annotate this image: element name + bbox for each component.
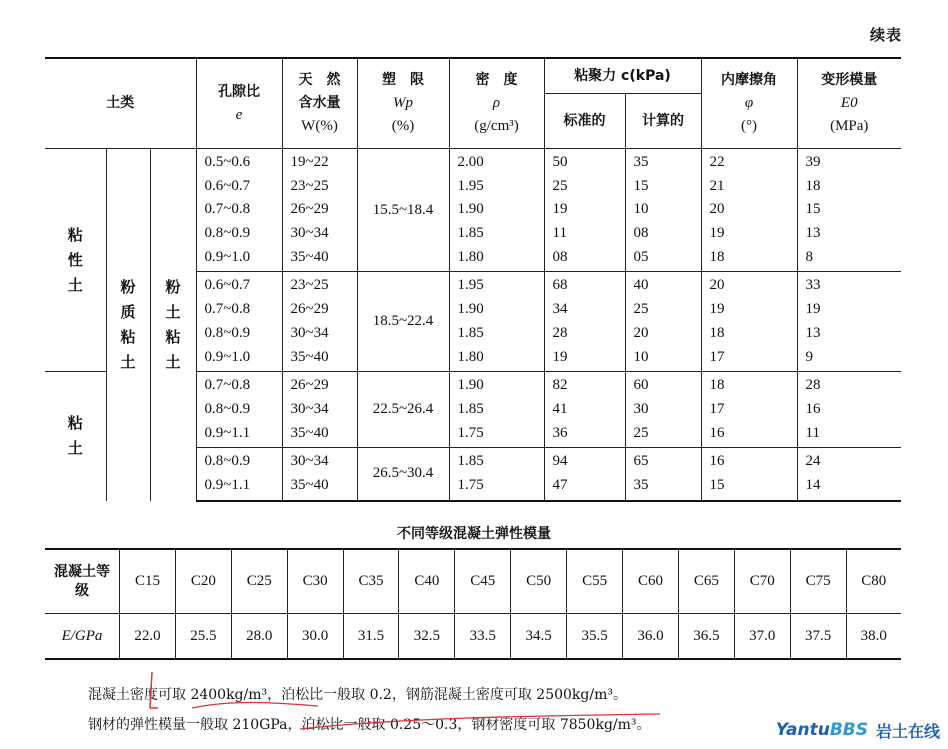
header-deformation-modulus: 变形模量 E0 (MPa) [797, 58, 901, 149]
concrete-modulus-cell: 31.5 [343, 614, 399, 660]
concrete-modulus-cell: 37.5 [790, 614, 846, 660]
header-void-ratio: 孔隙比 e [196, 58, 282, 149]
header-cohesion-standard: 标准的 [544, 94, 625, 149]
deformation-modulus-cell: 24 14 [797, 448, 901, 501]
cohesion-standard-cell: 94 47 [544, 448, 625, 501]
note-concrete-density: 混凝土密度可取 2400kg/m³，泊松比一般取 0.2，钢筋混凝土密度可取 2500kg/m³。 [88, 687, 627, 703]
concrete-modulus-cell: 38.0 [846, 614, 901, 660]
concrete-grade-cell: C80 [846, 549, 901, 614]
deformation-modulus-cell: 39 18 15 13 8 [797, 149, 901, 272]
plastic-limit-cell: 15.5~18.4 [357, 149, 449, 272]
concrete-grade-cell: C20 [175, 549, 231, 614]
category-silty-clay: 粉 质 粘 土 [106, 149, 150, 501]
concrete-grade-cell: C50 [511, 549, 567, 614]
concrete-grade-label: 混凝土等级 [45, 549, 120, 614]
concrete-grade-cell: C35 [343, 549, 399, 614]
density-cell: 1.85 1.75 [449, 448, 544, 501]
cohesion-standard-cell: 68 34 28 19 [544, 272, 625, 372]
concrete-modulus-cell: 36.0 [623, 614, 679, 660]
concrete-modulus-cell: 25.5 [175, 614, 231, 660]
concrete-grade-cell: C15 [120, 549, 176, 614]
note-steel-properties: 钢材的弹性模量一般取 210GPa，泊松比一般取 0.25～0.3，钢材密度可取 7850kg/m³。 [88, 717, 651, 733]
concrete-grade-cell: C25 [231, 549, 287, 614]
cohesion-calculated-cell: 40 25 20 10 [625, 272, 701, 372]
water-content-cell: 19~22 23~25 26~29 30~34 35~40 [282, 149, 357, 272]
concrete-modulus-cell: 28.0 [231, 614, 287, 660]
plastic-limit-cell: 18.5~22.4 [357, 272, 449, 372]
header-soil-type: 土类 [45, 58, 196, 149]
concrete-modulus-cell: 35.5 [567, 614, 623, 660]
concrete-table-title: 不同等级混凝土弹性模量 [397, 526, 551, 542]
header-cohesion: 粘聚力 c(kPa) [544, 58, 701, 94]
concrete-grade-cell: C30 [287, 549, 343, 614]
annotation-strike [300, 714, 660, 729]
friction-angle-cell: 20 19 18 17 [701, 272, 797, 372]
friction-angle-cell: 18 17 16 [701, 372, 797, 448]
void-ratio-cell: 0.5~0.6 0.6~0.7 0.7~0.8 0.8~0.9 0.9~1.0 [196, 149, 282, 272]
concrete-grade-cell: C45 [455, 549, 511, 614]
header-density: 密 度 ρ (g/cm³) [449, 58, 544, 149]
deformation-modulus-cell: 28 16 11 [797, 372, 901, 448]
water-content-cell: 23~25 26~29 30~34 35~40 [282, 272, 357, 372]
concrete-modulus-cell: 32.5 [399, 614, 455, 660]
void-ratio-cell: 0.8~0.9 0.9~1.1 [196, 448, 282, 501]
density-cell: 1.90 1.85 1.75 [449, 372, 544, 448]
annotation-underline [192, 703, 318, 709]
concrete-grade-cell: C75 [790, 549, 846, 614]
category-clay: 粘 土 [45, 372, 106, 501]
category-cohesive-soil: 粘 性 土 [45, 149, 106, 372]
water-content-cell: 26~29 30~34 35~40 [282, 372, 357, 448]
cohesion-calculated-cell: 65 35 [625, 448, 701, 501]
concrete-grade-cell: C55 [567, 549, 623, 614]
density-cell: 2.00 1.95 1.90 1.85 1.80 [449, 149, 544, 272]
watermark-logo: Yantu BBS 岩土在线 [775, 720, 940, 741]
concrete-modulus-cell: 30.0 [287, 614, 343, 660]
cohesion-calculated-cell: 35 15 10 08 05 [625, 149, 701, 272]
cohesion-standard-cell: 50 25 19 11 08 [544, 149, 625, 272]
concrete-modulus-cell: 36.5 [678, 614, 734, 660]
friction-angle-cell: 16 15 [701, 448, 797, 501]
void-ratio-cell: 0.7~0.8 0.8~0.9 0.9~1.1 [196, 372, 282, 448]
header-cohesion-calculated: 计算的 [625, 94, 701, 149]
header-friction-angle: 内摩擦角 φ (°) [701, 58, 797, 149]
category-silt-clay: 粉 土 粘 土 [150, 149, 196, 501]
cohesion-calculated-cell: 60 30 25 [625, 372, 701, 448]
annotation-bracket [150, 672, 158, 708]
concrete-grade-cell: C65 [678, 549, 734, 614]
density-cell: 1.95 1.90 1.85 1.80 [449, 272, 544, 372]
cohesion-standard-cell: 82 41 36 [544, 372, 625, 448]
header-plastic-limit: 塑 限 Wp (%) [357, 58, 449, 149]
continued-label: 续表 [869, 26, 902, 44]
void-ratio-cell: 0.6~0.7 0.7~0.8 0.8~0.9 0.9~1.0 [196, 272, 282, 372]
header-water-content: 天 然 含水量 W(%) [282, 58, 357, 149]
concrete-grade-cell: C60 [623, 549, 679, 614]
friction-angle-cell: 22 21 20 19 18 [701, 149, 797, 272]
deformation-modulus-cell: 33 19 13 9 [797, 272, 901, 372]
concrete-grade-cell: C70 [734, 549, 790, 614]
concrete-modulus-cell: 37.0 [734, 614, 790, 660]
plastic-limit-cell: 26.5~30.4 [357, 448, 449, 501]
water-content-cell: 30~34 35~40 [282, 448, 357, 501]
concrete-modulus-cell: 34.5 [511, 614, 567, 660]
concrete-modulus-cell: 33.5 [455, 614, 511, 660]
modulus-label: E/GPa [45, 614, 120, 660]
concrete-modulus-cell: 22.0 [120, 614, 176, 660]
concrete-grade-cell: C40 [399, 549, 455, 614]
plastic-limit-cell: 22.5~26.4 [357, 372, 449, 448]
